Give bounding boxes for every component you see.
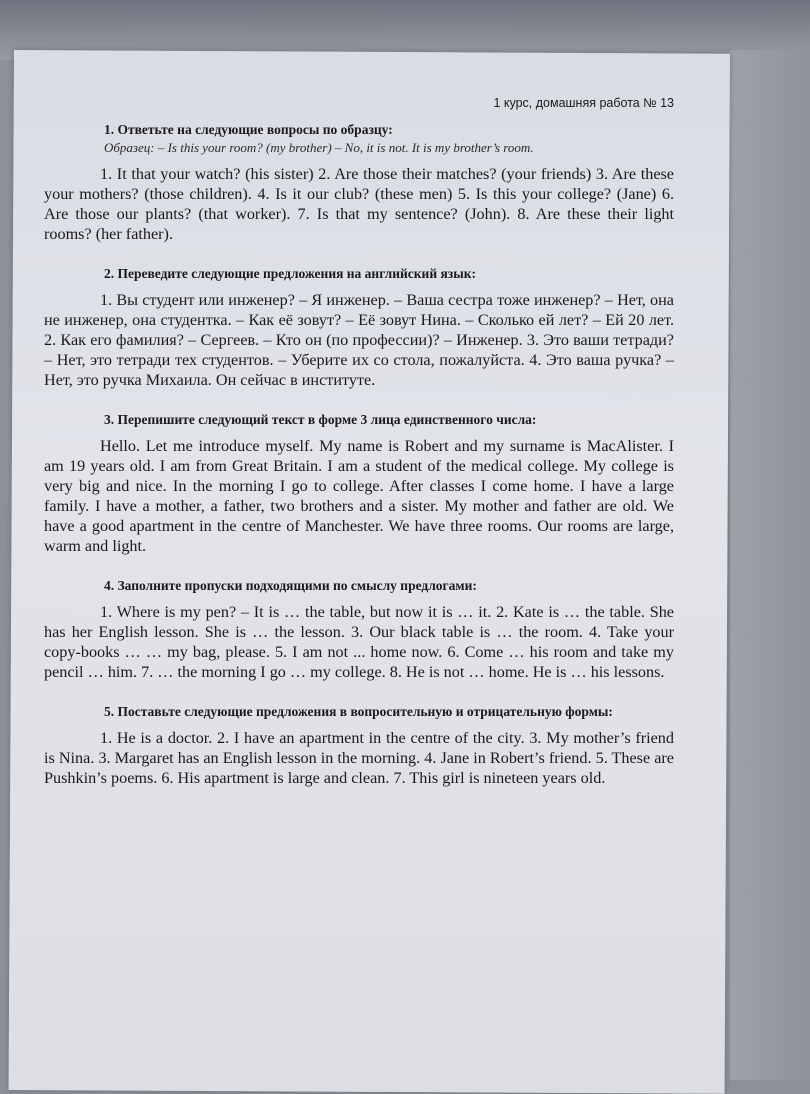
task-title: 2. Переведите следующие предложения на английский язык: bbox=[104, 266, 477, 281]
task-title: 1. Ответьте на следующие вопросы по образцу: bbox=[104, 122, 393, 137]
task-body: Hello. Let me introduce myself. My name is Robert and my surname is MacAlister. I am 19 years old. I am from Great Britain. I am a student of the medical college. My college is very big and nice. In the morning I go to college. After classes I come home. I have a large family. I have a mother, a father, two brothers and a sister. My mother and father are old. We have a good apartment in the centre of Manchester. We have three rooms. Our rooms are large, warm and light. bbox=[44, 437, 674, 555]
task-title: 4. Заполните пропуски подходящими по смыслу предлогами: bbox=[104, 578, 477, 593]
task-4 bbox=[44, 578, 674, 682]
task-title: 3. Перепишите следующий текст в форме 3 лица единственного числа: bbox=[104, 412, 537, 427]
task-body: 1. He is a doctor. 2. I have an apartment in the centre of the city. 3. My mother’s friend is Nina. 3. Margaret has an English lesson in the morning. 4. Jane in Robert’s friend. 5. These are Pushkin’s poems. 6. His apartment is large and clean. 7. This girl is nineteen years old. bbox=[44, 729, 674, 787]
task-1 bbox=[44, 122, 674, 244]
task-2 bbox=[44, 266, 674, 390]
task-body: 1. Вы студент или инженер? – Я инженер. – Ваша сестра тоже инженер? – Нет, она не инженер, она студентка. – Как её зовут? – Её зовут Нина. – Сколько ей лет? – Ей 20 лет. 2. Как его фамилия? – Сергеев. – Кто он (по профессии)? – Инженер. 3. Это ваши тетради? – Нет, это тетради тех студентов. – Уберите их со стола, пожалуйста. 4. Это ваша ручка? – Нет, это ручка Михаила. Он сейчас в институте. bbox=[44, 291, 674, 389]
task-3 bbox=[44, 412, 674, 556]
task-body: 1. Where is my pen? – It is … the table, but now it is … it. 2. Kate is … the table. She has her English lesson. She is … the lesson. 3. Our black table is … the room. 4. Take your copy-books … … my bag, please. 5. I am not ... home now. 6. Come … his room and take my pencil … him. 7. … the morning I go … my college. 8. He is not … home. He is … his lessons. bbox=[44, 603, 674, 681]
task-5 bbox=[44, 704, 674, 788]
document-content bbox=[44, 96, 674, 788]
task-body: 1. It that your watch? (his sister) 2. Are those their matches? (your friends) 3. Are these your mothers? (those children). 4. Is it our club? (these men) 5. Is this your college? (Jane) 6. Are those our plants? (that worker). 7. Is that my sentence? (John). 8. Are these their light rooms? (her father). bbox=[44, 165, 674, 243]
task-title: 5. Поставьте следующие предложения в вопросительную и отрицательную формы: bbox=[104, 704, 613, 719]
page-header: 1 курс, домашняя работа № 13 bbox=[493, 96, 674, 110]
task-example: Образец: – Is this your room? (my brother) – No, it is not. It is my brother’s room. bbox=[104, 140, 534, 155]
background-right bbox=[730, 50, 810, 1080]
